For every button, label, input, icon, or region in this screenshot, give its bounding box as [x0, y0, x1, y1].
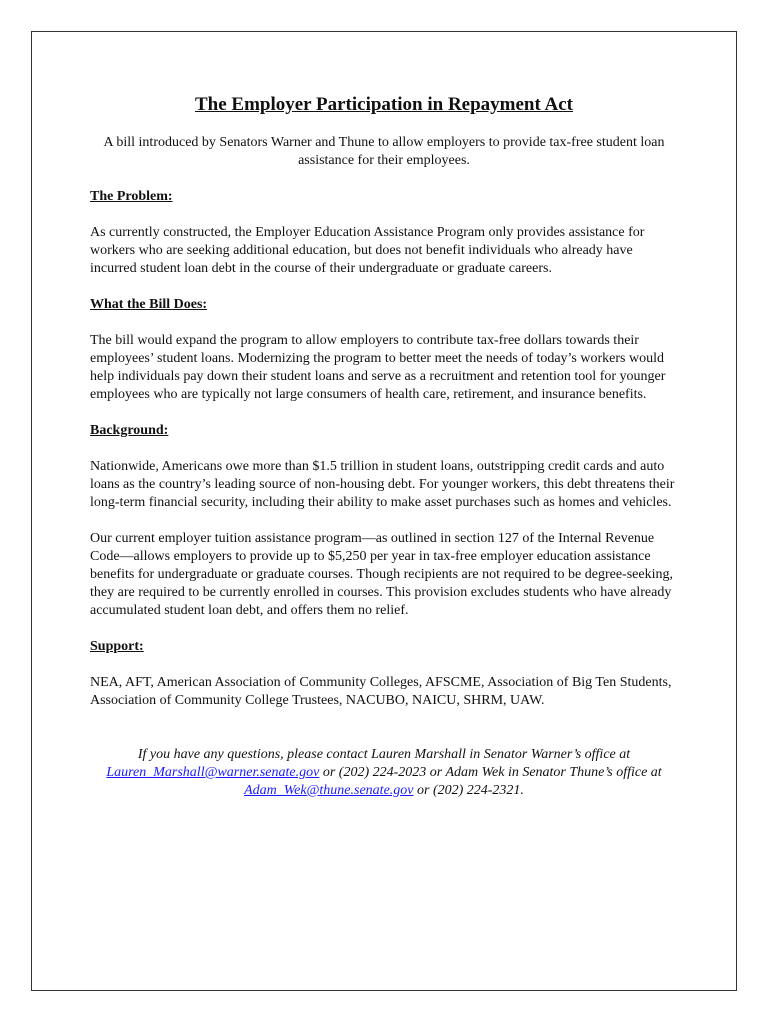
email-link-wek[interactable]: Adam_Wek@thune.senate.gov: [244, 783, 414, 798]
heading-support: Support:: [90, 639, 144, 654]
document-body: [90, 93, 678, 800]
email-link-marshall[interactable]: Lauren_Marshall@warner.senate.gov: [106, 765, 320, 780]
background-paragraph-1: Nationwide, Americans owe more than $1.5 trillion in student loans, outstripping credit cards and auto loans as the country’s leading source of non-housing debt. For younger workers, this debt threatens their long-term financial security, including their ability to make asset purchases such as homes and vehicles.: [90, 459, 675, 510]
problem-paragraph: As currently constructed, the Employer Education Assistance Program only provides assistance for workers who are seeking additional education, but does not benefit individuals who already have incurred student loan debt in the course of their undergraduate or graduate careers.: [90, 225, 645, 276]
contact-mid: or (202) 224-2023 or Adam Wek in Senator Thune’s office at: [319, 765, 662, 780]
heading-problem: The Problem:: [90, 189, 173, 204]
contact-intro: If you have any questions, please contact Lauren Marshall in Senator Warner’s office at: [137, 747, 631, 762]
heading-what-bill-does: What the Bill Does:: [90, 297, 208, 312]
bill-paragraph: The bill would expand the program to allow employers to contribute tax-free dollars towards their employees’ student loans. Modernizing the program to better meet the needs of today’s workers would help individuals pay down their student loans and serve as a recruitment and retention tool for younger employees who are typically not large consumers of health care, retirement, and insurance benefits.: [90, 333, 666, 402]
contact-end: or (202) 224-2321.: [413, 783, 524, 798]
document-subtitle: A bill introduced by Senators Warner and Thune to allow employers to provide tax-free student loan assistance for their employees.: [103, 135, 665, 168]
support-paragraph: NEA, AFT, American Association of Community Colleges, AFSCME, Association of Big Ten Students, Association of Community College Trustees, NACUBO, NAICU, SHRM, UAW.: [90, 675, 672, 708]
background-paragraph-2: Our current employer tuition assistance program—as outlined in section 127 of the Internal Revenue Code—allows employers to provide up to $5,250 per year in tax-free employer education assistance benefits for undergraduate or graduate courses. Though recipients are not required to be degree-seeking, they are required to be currently enrolled in courses. This provision excludes students who have already accumulated student loan debt, and offers them no relief.: [90, 531, 673, 618]
heading-background: Background:: [90, 423, 169, 438]
contact-note: [90, 746, 678, 800]
document-title: The Employer Participation in Repayment Act: [194, 94, 574, 115]
